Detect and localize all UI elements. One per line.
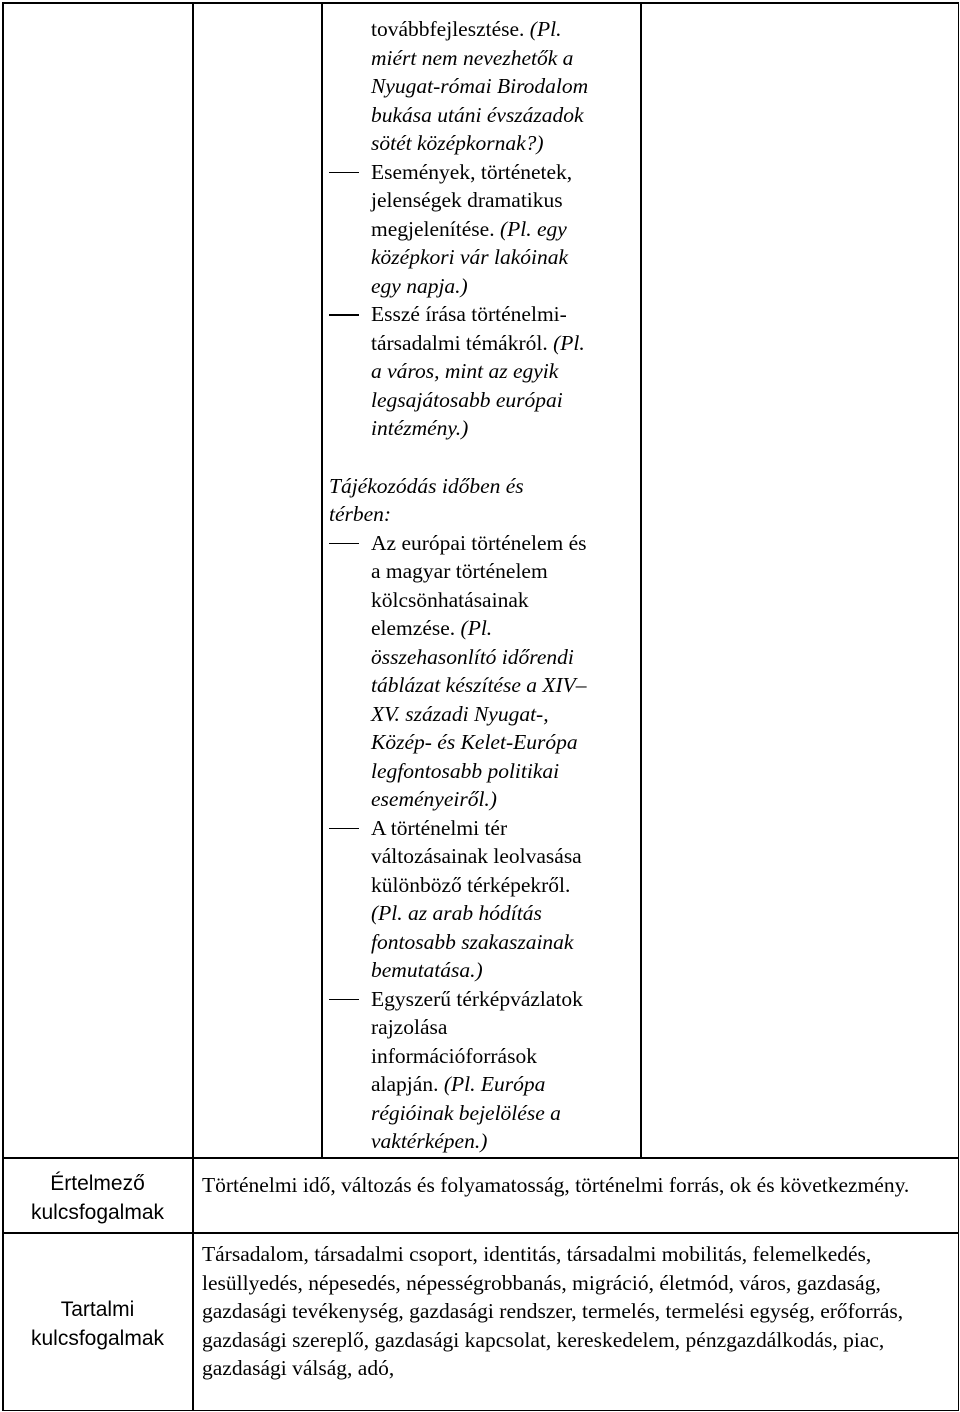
text-line (371, 1099, 588, 1128)
example-text-run: (Pl. (547, 330, 585, 355)
continued-text (329, 15, 588, 158)
text-line (371, 529, 588, 558)
table-border-left (2, 2, 4, 1411)
dash-bullet-icon (329, 999, 359, 1001)
example-text-run: fontosabb szakaszainak (371, 929, 574, 954)
text-line (371, 158, 588, 187)
text-line (371, 15, 588, 44)
text-run: kölcsönhatásainak (371, 587, 529, 612)
row-divider-lower (2, 1232, 959, 1234)
text-run: A történelmi tér (371, 815, 508, 840)
table-border-top (2, 2, 959, 4)
row-text-interpretive: Történelmi idő, változás és folyamatosság, történelmi forrás, ok és következmény. (202, 1173, 910, 1197)
text-run: jelenségek dramatikus (371, 188, 563, 212)
text-line (371, 72, 588, 101)
text-line (371, 1013, 588, 1042)
text-line (371, 129, 588, 158)
row-divider-upper (2, 1157, 959, 1159)
heading-line: térben: (329, 502, 392, 526)
example-text-run: (Pl. (455, 616, 493, 640)
activity-list-1 (371, 158, 588, 443)
example-text-run: régióinak bejelölése a (371, 1100, 561, 1125)
text-run: a magyar történelem (371, 559, 548, 583)
example-text-run: táblázat készítése a XIV– (371, 673, 587, 697)
text-run: Esszé írása történelmi- (371, 302, 567, 326)
text-line (371, 1070, 588, 1099)
example-text-run: (Pl. egy (494, 216, 567, 241)
text-line (371, 1042, 588, 1071)
text-run: Az európai történelem és (371, 530, 587, 555)
row-label-line: kulcsfogalmak (30, 1327, 165, 1350)
example-text-run: egy napja.) (371, 273, 468, 298)
row-label-interpretive (10, 1169, 185, 1227)
text-run: társadalmi témákról. (371, 330, 548, 355)
text-line (371, 928, 588, 957)
example-text-run: összehasonlító időrendi (371, 644, 574, 669)
text-line (371, 785, 588, 814)
text-line (371, 186, 588, 215)
text-run: megjelenítése. (371, 216, 495, 241)
dash-bullet-icon (329, 543, 359, 545)
text-line (371, 985, 588, 1014)
text-line (371, 899, 588, 928)
row-label-line: Tartalmi (60, 1298, 135, 1321)
text-line (371, 44, 588, 73)
list-item (371, 814, 588, 985)
inner-divider-a (321, 2, 323, 1158)
text-line (371, 757, 588, 786)
text-line (371, 557, 588, 586)
example-text-run: XV. századi Nyugat-, (371, 701, 549, 726)
example-text-run: sötét középkornak?) (371, 131, 544, 155)
example-text-run: bukása utáni évszázadok (371, 102, 584, 127)
text-run: változásainak leolvasása (371, 844, 582, 868)
dash-bullet-icon (329, 314, 359, 316)
table-border-bottom (2, 1410, 959, 1412)
example-text-run: Közép- és Kelet-Európa (371, 730, 578, 754)
row-label-line: Értelmező (50, 1172, 145, 1195)
text-line (371, 643, 588, 672)
example-text-run: középkori vár lakóinak (371, 245, 569, 269)
text-run: alapján. (371, 1072, 439, 1096)
example-text-run: (Pl. (524, 17, 562, 41)
text-line (371, 1127, 588, 1156)
list-item (371, 300, 588, 443)
example-text-run: (Pl. az arab hódítás (371, 901, 542, 925)
example-text-run: intézmény.) (371, 416, 469, 440)
text-line (371, 215, 588, 244)
text-line (371, 671, 588, 700)
table-border-right (958, 2, 960, 1411)
row-label-content (10, 1295, 185, 1353)
text-run: Események, történetek, (371, 159, 573, 184)
list-item (371, 985, 588, 1156)
dash-bullet-icon (329, 828, 359, 830)
example-text-run: a város, mint az egyik (371, 359, 559, 383)
row-label-line: kulcsfogalmak (30, 1201, 165, 1224)
example-text-run: miért nem nevezhetők a (371, 45, 574, 70)
text-run: rajzolása (371, 1015, 448, 1039)
example-text-run: legsajátosabb európai (371, 387, 563, 412)
text-run: Egyszerű térképvázlatok (371, 986, 583, 1011)
example-text-run: bemutatása.) (371, 958, 483, 982)
text-line (371, 728, 588, 757)
text-line (371, 814, 588, 843)
section-heading (329, 472, 588, 529)
text-line (371, 329, 588, 358)
list-item (371, 529, 588, 814)
text-line (371, 414, 588, 443)
text-line (371, 386, 588, 415)
inner-divider-b (640, 2, 642, 1158)
example-text-run: Nyugat-római Birodalom (371, 74, 589, 98)
text-line (371, 842, 588, 871)
row-text-content: Társadalom, társadalmi csoport, identitás, társadalmi mobilitás, felemelkedés, lesüllyedés, népesedés, népességrobbanás, migráció, életmód, város, gazdaság, gazdasági tevékenység, gazdasági rendszer, termelés, termelési egység, erőforrás, gazdasági szereplő, gazdasági kapcsolat, kereskedelem, pénzgazdálkodás, piac, gazdasági válság, adó, (202, 1242, 904, 1380)
example-text-run: eseményeiről.) (371, 787, 497, 811)
text-line (371, 101, 588, 130)
text-run: továbbfejlesztése. (371, 17, 525, 41)
list-item (371, 158, 588, 301)
text-line (371, 357, 588, 386)
activity-list-2 (371, 529, 588, 1156)
text-line (371, 700, 588, 729)
text-run: különböző térképekről. (371, 872, 571, 897)
text-line (371, 871, 588, 900)
text-line (371, 956, 588, 985)
example-text-run: vaktérképen.) (371, 1129, 488, 1153)
heading-line: Tájékozódás időben és (329, 473, 524, 498)
example-text-run: legfontosabb politikai (371, 758, 560, 783)
text-line (371, 300, 588, 329)
text-run: elemzése. (371, 616, 456, 640)
column-divider-left (192, 2, 194, 1411)
text-line (371, 586, 588, 615)
activities-cell (329, 15, 588, 1156)
text-line (371, 272, 588, 301)
example-text-run: (Pl. Európa (438, 1072, 546, 1096)
text-line (371, 243, 588, 272)
text-run: információforrások (371, 1043, 537, 1068)
text-line (371, 614, 588, 643)
dash-bullet-icon (329, 172, 359, 174)
